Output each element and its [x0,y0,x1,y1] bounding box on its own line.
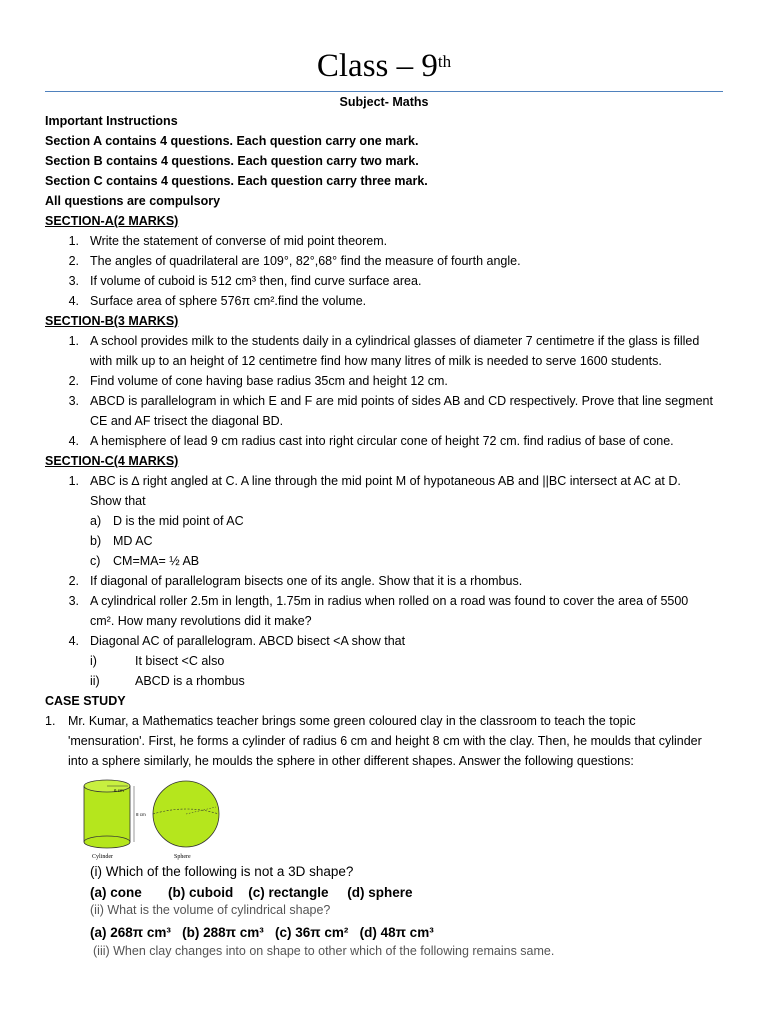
question-number: 2. [68,374,79,388]
section-c-heading: SECTION-C(4 MARKS) [45,454,179,468]
question-number: 1. [68,234,79,248]
question-text: Write the statement of converse of mid point theorem. [90,234,388,248]
case-question: (iii) When clay changes into on shape to other which of the following remains same. [93,944,555,958]
question-text: Show that [90,494,146,508]
question-number: 4. [68,434,79,448]
instructions-heading: Important Instructions [45,114,178,128]
case-question: (i) Which of the following is not a 3D shape? [90,864,354,879]
cylinder-height-label: 8 cm [136,812,146,817]
question-text: ABC is ∆ right angled at C. A line through the mid point M of hypotaneous AB and ||BC intersect at AC at D. [90,474,681,488]
question-text: ABCD is parallelogram in which E and F are mid points of sides AB and CD respectively. Prove that line segment [90,394,713,408]
case-study-text: 'mensuration'. First, he forms a cylinder of radius 6 cm and height 8 cm with the clay. Then, he moulds that cylinder [68,734,702,748]
case-study-heading: CASE STUDY [45,694,126,708]
sub-text: It bisect <C also [135,654,225,668]
section-b-heading: SECTION-B(3 MARKS) [45,314,179,328]
question-number: 3. [68,274,79,288]
sub-text: D is the mid point of AC [113,514,244,528]
question-number: 2. [68,254,79,268]
question-text: The angles of quadrilateral are 109°, 82°,68° find the measure of fourth angle. [90,254,521,268]
instruction-line: Section A contains 4 questions. Each question carry one mark. [45,134,419,148]
title-text: Class – 9 [316,48,438,84]
case-study-text: into a sphere similarly, he moulds the sphere in other different shapes. Answer the following questions: [68,754,634,768]
case-study-text: Mr. Kumar, a Mathematics teacher brings some green coloured clay in the classroom to teach the topic [68,714,636,728]
question-number: 1. [68,474,79,488]
sub-label: c) [90,554,101,568]
cylinder-sphere-figure [78,776,248,862]
case-question: (ii) What is the volume of cylindrical shape? [90,903,331,917]
question-number: 4. [68,634,79,648]
question-text: Surface area of sphere 576π cm².find the volume. [90,294,367,308]
subject-line: Subject- Maths [339,95,429,109]
question-number: 3. [68,594,79,608]
instruction-line: Section C contains 4 questions. Each question carry three mark. [45,174,428,188]
question-text: CE and AF trisect the diagonal BD. [90,414,284,428]
question-text: A hemisphere of lead 9 cm radius cast into right circular cone of height 72 cm. find radius of base of cone. [90,434,674,448]
question-text: with milk up to an height of 12 centimetre find how many litres of milk is needed to serve 1600 students. [90,354,662,368]
sub-text: MD AC [113,534,153,548]
case-question-options: (a) cone (b) cuboid (c) rectangle (d) sphere [90,885,413,900]
sub-label: ii) [90,674,100,688]
case-question-options: (a) 268π cm³ (b) 288π cm³ (c) 36π cm² (d) 48π cm³ [90,925,434,940]
sub-label: b) [90,534,102,548]
question-number: 2. [68,574,79,588]
title-rule [45,91,723,92]
question-number: 3. [68,394,79,408]
question-text: Diagonal AC of parallelogram. ABCD bisect <A show that [90,634,406,648]
title-superscript: th [437,52,452,71]
sub-text: ABCD is a rhombus [135,674,245,688]
question-number: 1. [45,714,56,728]
sub-label: a) [90,514,102,528]
instruction-line: Section B contains 4 questions. Each question carry two mark. [45,154,419,168]
question-text: Find volume of cone having base radius 35cm and height 12 cm. [90,374,448,388]
cylinder-radius-label: 6 cm [114,788,124,793]
sub-label: i) [90,654,97,668]
sub-text: CM=MA= ½ AB [113,554,200,568]
question-text: If volume of cuboid is 512 cm³ then, find curve surface area. [90,274,422,288]
question-text: cm². How many revolutions did it make? [90,614,312,628]
sphere-shape [153,781,219,847]
question-text: If diagonal of parallelogram bisects one of its angle. Show that it is a rhombus. [90,574,523,588]
question-number: 1. [68,334,79,348]
page-title [0,46,768,86]
sphere-label: Sphere [174,854,191,860]
instruction-line: All questions are compulsory [45,194,221,208]
section-a-heading: SECTION-A(2 MARKS) [45,214,179,228]
cylinder-shape [84,780,134,848]
cylinder-label: Cylinder [92,854,113,860]
question-number: 4. [68,294,79,308]
question-text: A school provides milk to the students daily in a cylindrical glasses of diameter 7 centimetre if the glass is filled [90,334,700,348]
question-text: A cylindrical roller 2.5m in length, 1.75m in radius when rolled on a road was found to cover the area of 5500 [90,594,689,608]
